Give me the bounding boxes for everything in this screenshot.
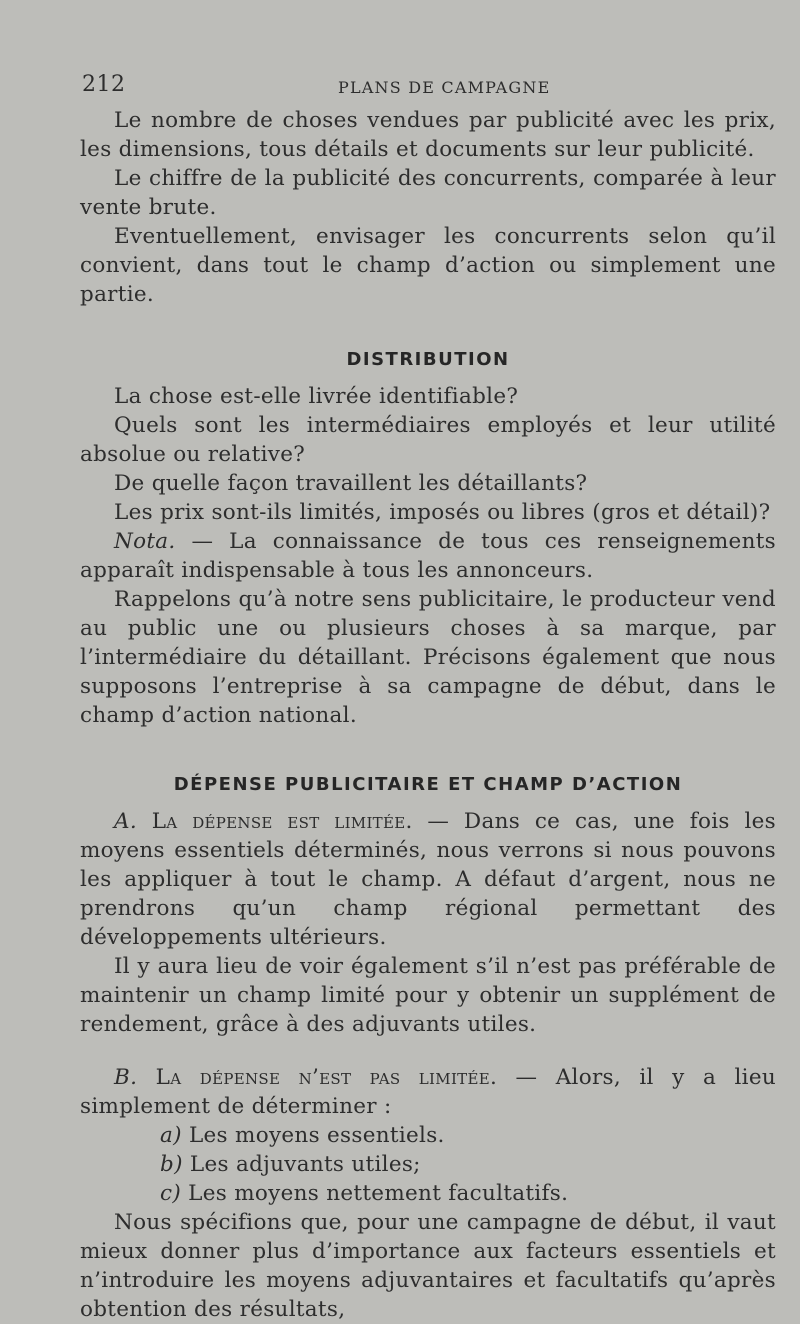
- final-paragraph: Nous spécifions que, pour une campagne de début, il vaut mieux donner plus d’importance aux facteurs essentiels et n’introduire les moyens adjuvantaires et facultatifs qu’après obtention des résultats,: [80, 1210, 776, 1322]
- case-a-paragraph: [80, 807, 776, 952]
- list-letter: b): [160, 1152, 183, 1177]
- distribution-paragraph: Rappelons qu’à notre sens publicitaire, le producteur vend au public une ou plusieurs choses à sa marque, par l’intermédiaire du détaillant. Précisons également que nous supposons l’entreprise à sa campagne de début, dans le champ d’action national.: [80, 587, 776, 728]
- case-a-title: La dépense est limitée.: [151, 809, 413, 834]
- list-letter: c): [160, 1181, 182, 1206]
- page-number: 212: [82, 72, 126, 97]
- intro-paragraph: Eventuellement, envisager les concurrents selon qu’il convient, dans tout le champ d’action ou simplement une partie.: [80, 224, 776, 307]
- nota-text: — La connaissance de tous ces renseignements apparaît indispensable à tous les annonceurs.: [80, 529, 776, 583]
- case-b-paragraph: [80, 1063, 776, 1121]
- page-header: [0, 70, 800, 106]
- case-b-label: B.: [114, 1065, 138, 1090]
- case-a-label: A.: [114, 809, 137, 834]
- case-b-title: La dépense n’est pas limitée.: [155, 1065, 498, 1090]
- running-title: PLANS DE CAMPAGNE: [338, 78, 551, 97]
- list-text: Les moyens nettement facultatifs.: [188, 1181, 569, 1206]
- intro-paragraph: Le nombre de choses vendues par publicité avec les prix, les dimensions, tous détails et documents sur leur publicité.: [80, 108, 776, 162]
- distribution-paragraph: Les prix sont-ils limités, imposés ou libres (gros et détail)?: [114, 500, 771, 525]
- distribution-paragraph: La chose est-elle livrée identifiable?: [114, 384, 519, 409]
- list-item: [80, 1121, 776, 1150]
- paragraph-gap: [80, 1039, 776, 1063]
- nota-label: Nota.: [114, 529, 176, 554]
- list-item: [80, 1150, 776, 1179]
- case-a-paragraph-2: Il y aura lieu de voir également s’il n’est pas préférable de maintenir un champ limité pour y obtenir un supplément de rendement, grâce à des adjuvants utiles.: [80, 954, 776, 1037]
- distribution-paragraph: De quelle façon travaillent les détaillants?: [114, 471, 588, 496]
- section-heading-distribution: DISTRIBUTION: [346, 349, 510, 370]
- list-item: [80, 1179, 776, 1208]
- list-letter: a): [160, 1123, 182, 1148]
- distribution-paragraph: Quels sont les intermédiaires employés et leur utilité absolue ou relative?: [80, 413, 776, 467]
- list-text: Les adjuvants utiles;: [189, 1152, 421, 1177]
- intro-paragraph: Le chiffre de la publicité des concurrents, comparée à leur vente brute.: [80, 166, 776, 220]
- section-heading-depense: DÉPENSE PUBLICITAIRE ET CHAMP D’ACTION: [173, 774, 683, 795]
- page-body: [80, 106, 776, 1324]
- list-text: Les moyens essentiels.: [188, 1123, 445, 1148]
- case-a-text: — Dans ce cas, une fois les moyens essentiels déterminés, nous verrons si nous pouvons les appliquer à tout le champ. A défaut d’argent, nous ne prendrons qu’un champ régional permettant des développements ultérieurs.: [80, 809, 776, 950]
- case-b-text: — Alors, il y a lieu simplement de déterminer :: [80, 1065, 776, 1119]
- nota-paragraph: [80, 527, 776, 585]
